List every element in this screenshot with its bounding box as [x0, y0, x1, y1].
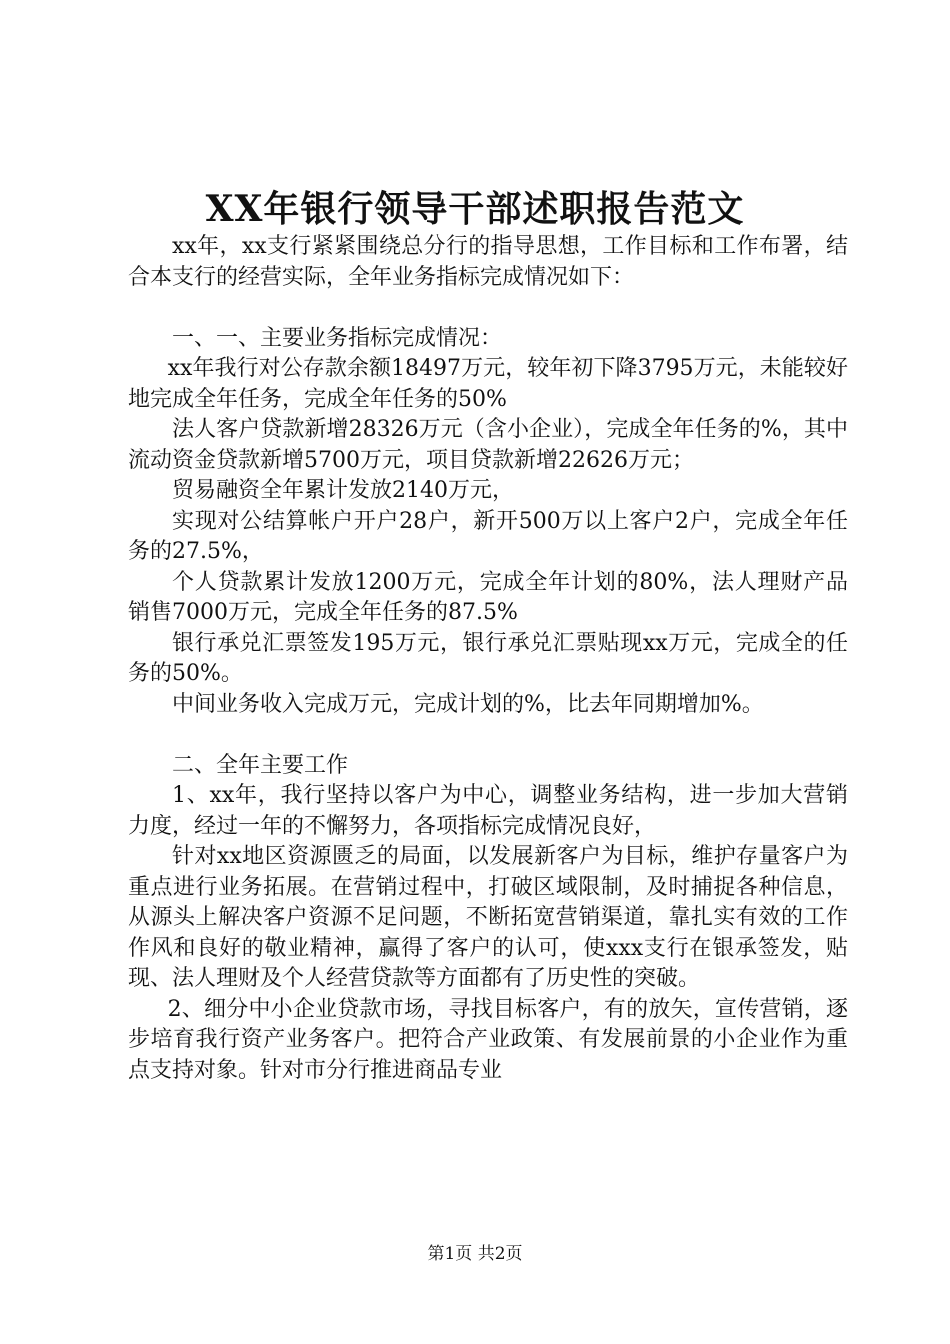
paragraph-trade-finance: 贸易融资全年累计发放2140万元，: [172, 478, 514, 503]
section-heading-2: 二、全年主要工作: [172, 752, 349, 778]
paragraph-work-1: 1、xx年，我行坚持以客户为中心，调整业务结构，进一步加大营销力度，经过一年的不懈努力，各项指标完成情况良好，: [128, 783, 848, 839]
paragraph-new-customers: 针对xx地区资源匮乏的局面，以发展新客户为目标，维护存量客户为重点进行业务拓展。在营销过程中，打破区域限制，及时捕捉各种信息，从源头上解决客户资源不足问题，不断拓宽营销渠道，靠扎实有效的工作作风和良好的敬业精神，赢得了客户的认可，使xxx支行在银承签发，贴现、法人理财及个人经营贷款等方面都有了历史性的突破。: [128, 844, 848, 991]
paragraph-intro: xx年，xx支行紧紧围绕总分行的指导思想，工作目标和工作布署，结合本支行的经营实际，全年业务指标完成情况如下：: [128, 234, 848, 290]
paragraph-personal-loans: 个人贷款累计发放1200万元，完成全年计划的80%，法人理财产品销售7000万元，完成全年任务的87.5%: [128, 569, 848, 625]
paragraph-deposit: xx年我行对公存款余额18497万元，较年初下降3795万元，未能较好地完成全年任务，完成全年任务的50%: [128, 356, 848, 412]
document-title: XX年银行领导干部述职报告范文: [205, 188, 745, 230]
blank-line: [128, 293, 848, 324]
blank-line: [128, 720, 848, 751]
document-body: [128, 232, 848, 1086]
paragraph-acceptance-bills: 银行承兑汇票签发195万元，银行承兑汇票贴现xx万元，完成全的任务的50%。: [128, 630, 848, 686]
section-heading-1: 一、一、主要业务指标完成情况：: [172, 325, 503, 351]
paragraph-intermediate-income: 中间业务收入完成万元，完成计划的%，比去年同期增加%。: [172, 691, 764, 717]
paragraph-settlement-accounts: 实现对公结算帐户开户28户，新开500万以上客户2户，完成全年任务的27.5%，: [128, 508, 848, 564]
page-footer: 第1页 共2页: [427, 1244, 523, 1264]
paragraph-corporate-loans: 法人客户贷款新增28326万元（含小企业），完成全年任务的%，其中流动资金贷款新增5700万元，项目贷款新增22626万元；: [128, 417, 848, 473]
paragraph-work-2: 2、细分中小企业贷款市场，寻找目标客户，有的放矢，宣传营销，逐步培育我行资产业务客户。把符合产业政策、有发展前景的小企业作为重点支持对象。针对市分行推进商品专业: [128, 996, 848, 1083]
